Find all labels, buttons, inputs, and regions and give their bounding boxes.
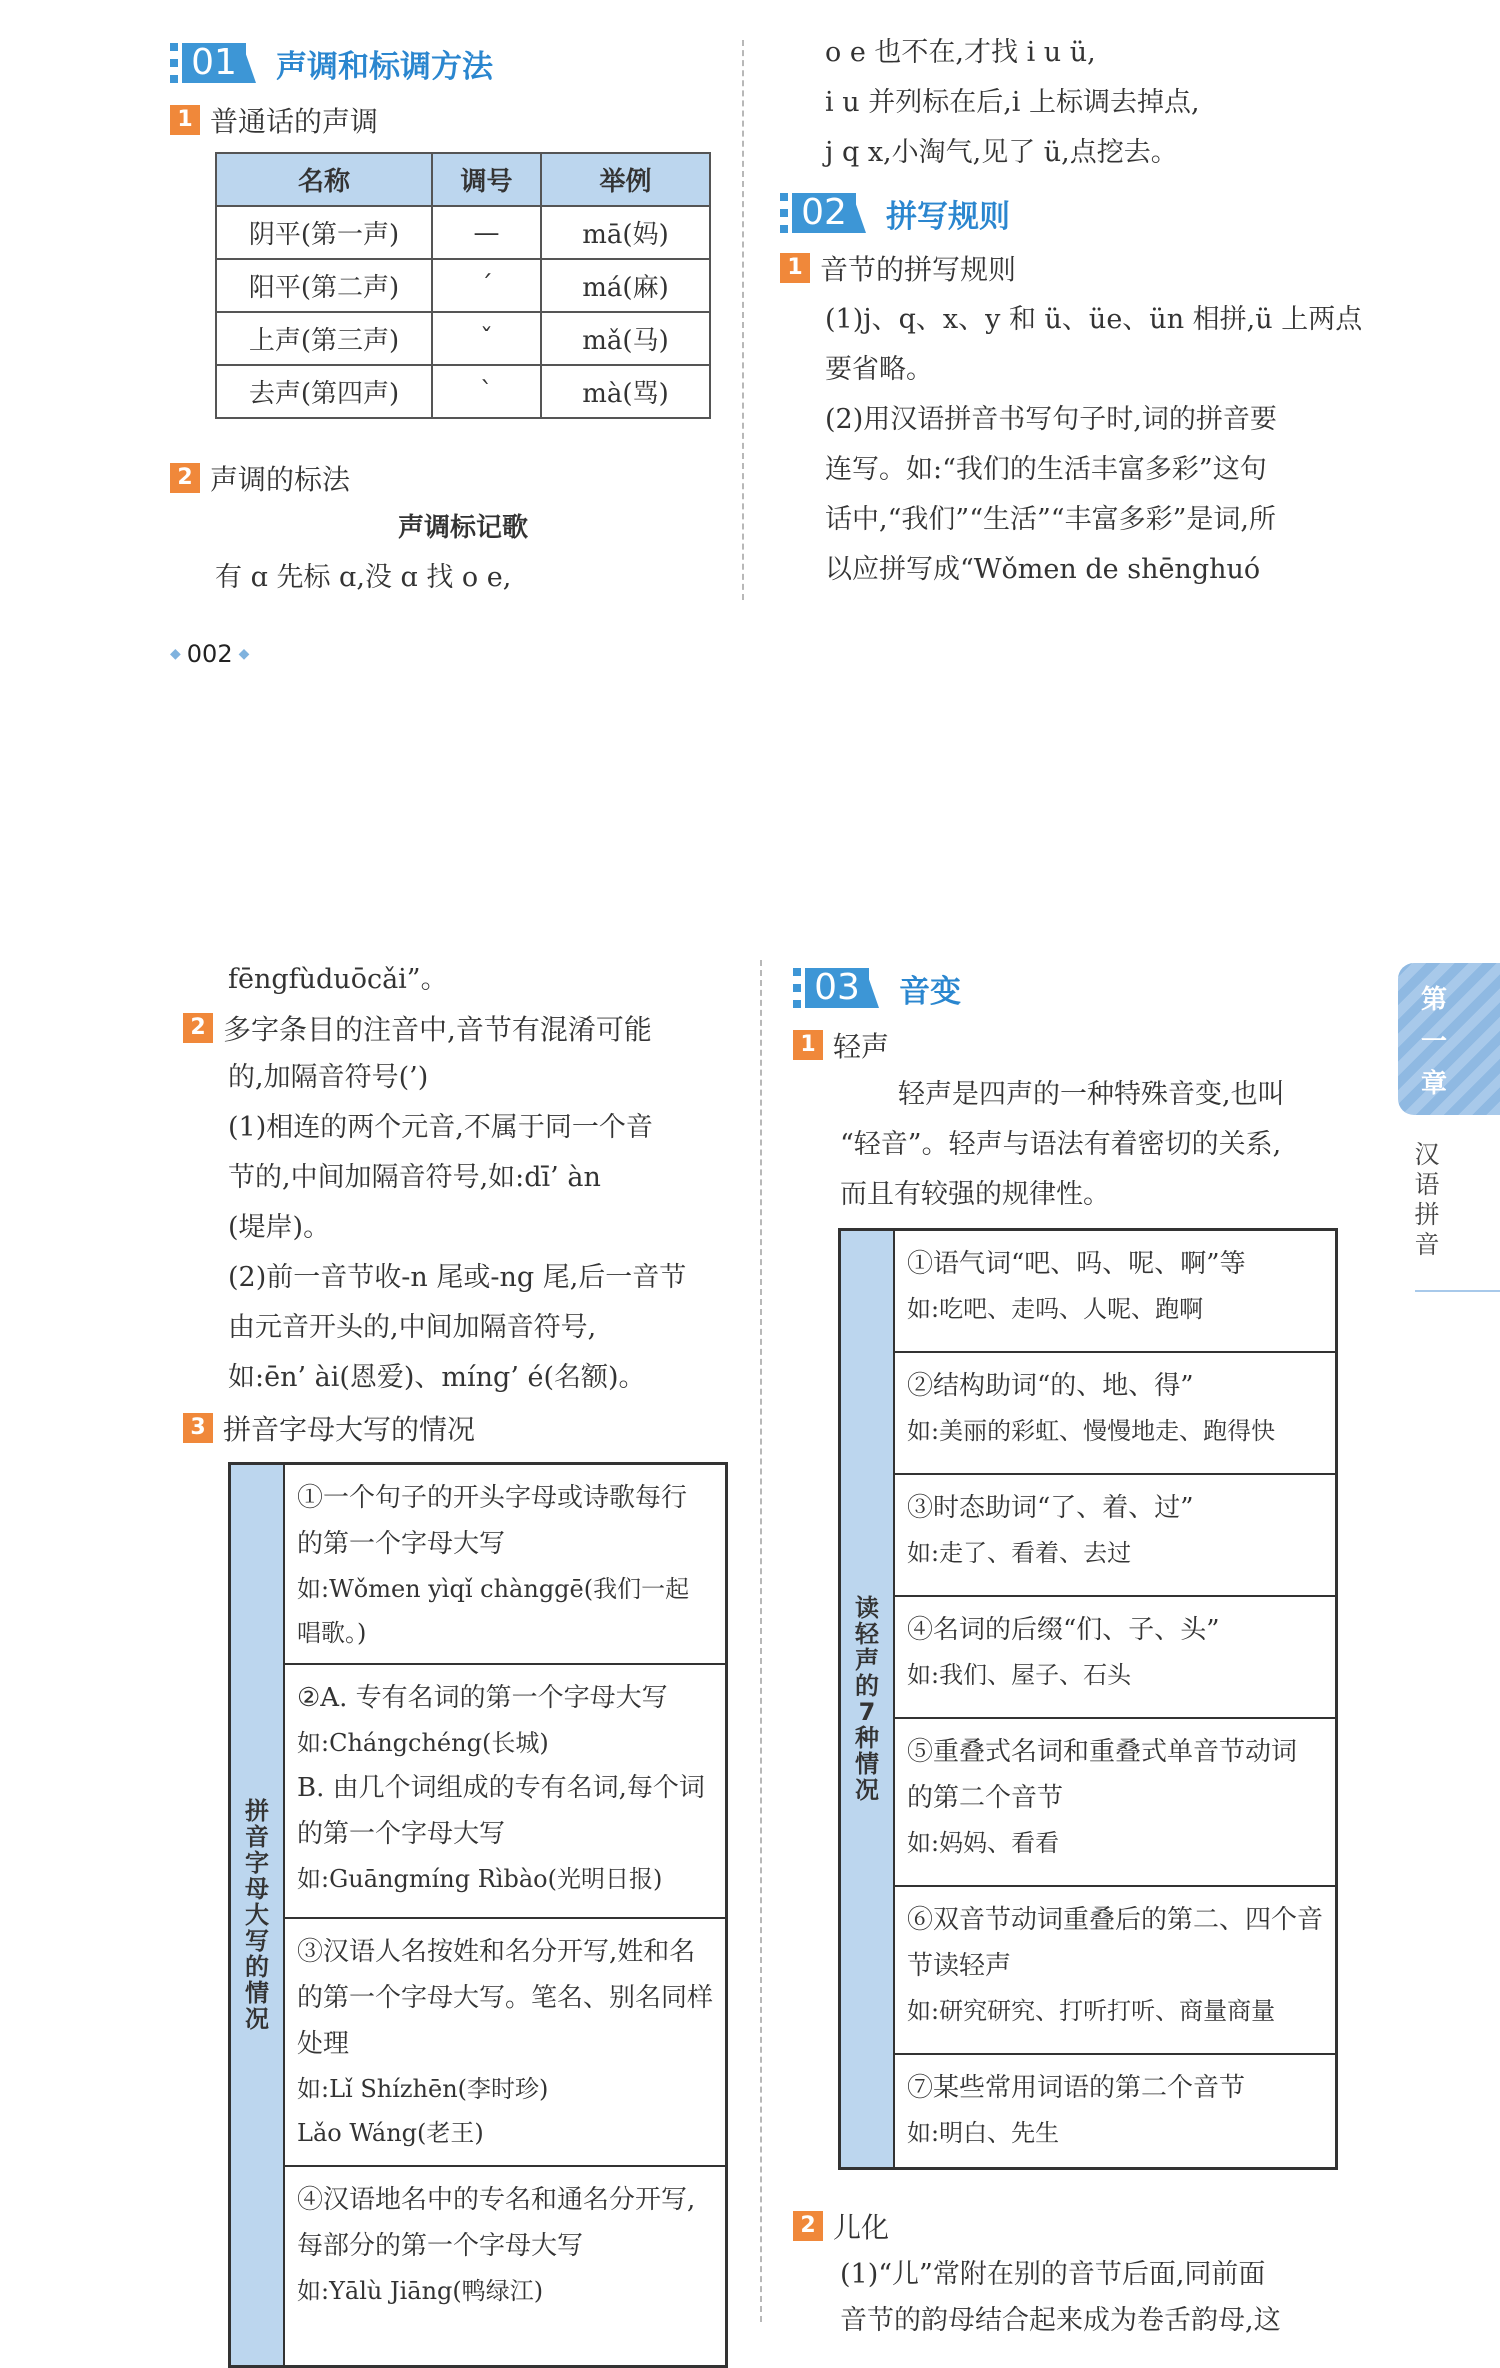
rule-line: 连写。如:“我们的生活丰富多彩”这句	[825, 454, 1267, 485]
column-divider	[760, 960, 762, 2322]
subsection-header: 1 音节的拼写规则	[780, 248, 1016, 288]
table-side-label: 拼音字母大写的情况	[231, 1465, 285, 2365]
section-02-header	[780, 190, 1010, 236]
subsection-header: 2 声调的标法	[170, 458, 350, 498]
tone-table	[215, 152, 711, 419]
section-number-badge: 02	[780, 191, 872, 235]
table-row: ④名词的后缀“们、子、头” 如:我们、屋子、石头	[895, 1597, 1335, 1719]
rule-line: 以应拼写成“Wǒmen de shēnghuó	[825, 554, 1261, 585]
table-row: 阴平(第一声) — mā(妈)	[216, 206, 710, 259]
subsection-header: 2 多字条目的注音中,音节有混淆可能	[183, 1008, 652, 1048]
light-tone-table	[838, 1228, 1338, 2170]
body-line: (2)前一音节收-n 尾或-ng 尾,后一音节	[228, 1262, 687, 1293]
song-line: o e 也不在,才找 i u ü,	[825, 37, 1096, 68]
rule-line: (1)j、q、x、y 和 ü、üe、ün 相拼,ü 上两点	[825, 304, 1363, 335]
body-line: 节的,中间加隔音符号,如:dī’ àn	[228, 1162, 601, 1193]
chapter-title: 汉语拼音	[1414, 1140, 1440, 1259]
body-line: 而且有较强的规律性。	[840, 1179, 1110, 1210]
table-row: ①一个句子的开头字母或诗歌每行 的第一个字母大写 如:Wǒmen yìqǐ chànggē(我们一起 唱歌。)	[285, 1465, 725, 1665]
body-line: 轻声是四声的一种特殊音变,也叫	[898, 1079, 1285, 1110]
song-line: j q x,小淘气,见了 ü,点挖去。	[825, 137, 1178, 168]
capitalization-table	[228, 1462, 728, 2368]
table-row: ④汉语地名中的专名和通名分开写, 每部分的第一个字母大写 如:Yālù Jiāng(鸭绿江)	[297, 2185, 696, 2305]
body-line: “轻音”。轻声与语法有着密切的关系,	[840, 1129, 1282, 1160]
table-row: ②A. 专有名词的第一个字母大写 如:Chángchéng(长城) B. 由几个词组成的专有名词,每个词 的第一个字母大写 如:Guāngmíng Rìbào(光明日报)	[285, 1665, 725, 1919]
table-header: 调号	[432, 153, 541, 206]
table-header: 举例	[541, 153, 710, 206]
tab-divider	[1415, 1290, 1500, 1292]
body-line: (1)“儿”常附在别的音节后面,同前面	[840, 2259, 1266, 2290]
table-row: ②结构助词“的、地、得” 如:美丽的彩虹、慢慢地走、跑得快	[895, 1353, 1335, 1475]
section-title: 拼写规则	[886, 198, 1010, 235]
table-row: 去声(第四声) ˋ mà(骂)	[216, 365, 710, 418]
section-01-header	[170, 40, 493, 86]
body-line: (堤岸)。	[228, 1212, 331, 1243]
song-line: i u 并列标在后,i 上标调去掉点,	[825, 87, 1200, 118]
body-line: 由元音开头的,中间加隔音符号,	[228, 1312, 597, 1343]
body-line: 如:ēn’ ài(恩爱)、míng’ é(名额)。	[228, 1362, 646, 1393]
table-row: ⑤重叠式名词和重叠式单音节动词 的第二个音节 如:妈妈、看看	[895, 1719, 1335, 1887]
section-title: 音变	[899, 973, 961, 1010]
subsection-header: 2 儿化	[793, 2206, 889, 2246]
subsection-header: 1 轻声	[793, 1025, 889, 1065]
table-row: ①语气词“吧、吗、呢、啊”等 如:吃吧、走吗、人呢、跑啊	[895, 1231, 1335, 1353]
table-row: 上声(第三声) ˇ mǎ(马)	[216, 312, 710, 365]
body-line: 的,加隔音符号(’)	[228, 1062, 429, 1093]
rule-line: 要省略。	[825, 354, 933, 385]
section-number-badge: 03	[793, 966, 885, 1010]
rule-line: 话中,“我们”“生活”“丰富多彩”是词,所	[825, 504, 1276, 535]
table-row: ⑥双音节动词重叠后的第二、四个音 节读轻声 如:研究研究、打听打听、商量商量	[895, 1887, 1335, 2055]
section-number-badge: 01	[170, 41, 262, 85]
page-number: ◆ 002 ◆	[170, 640, 250, 668]
table-header: 名称	[216, 153, 432, 206]
table-row: 阳平(第二声) ˊ má(麻)	[216, 259, 710, 312]
rule-line: (2)用汉语拼音书写句子时,词的拼音要	[825, 404, 1277, 435]
table-row: ③汉语人名按姓和名分开写,姓和名 的第一个字母大写。笔名、别名同样 处理 如:Lǐ Shízhēn(李时珍) Lǎo Wáng(老王)	[285, 1919, 725, 2167]
subsection-header: 3 拼音字母大写的情况	[183, 1408, 475, 1448]
table-row: ⑦某些常用词语的第二个音节 如:明白、先生	[907, 2073, 1246, 2147]
continued-line: fēngfùduōcǎi”。	[228, 964, 448, 995]
chapter-label: 第一章	[1420, 985, 1447, 1099]
subsection-header: 1 普通话的声调	[170, 100, 378, 140]
section-03-header	[793, 965, 961, 1011]
table-side-label: 读轻声的7种情况	[841, 1231, 895, 2167]
section-title: 声调和标调方法	[276, 48, 493, 85]
body-line: (1)相连的两个元音,不属于同一个音	[228, 1112, 653, 1143]
song-title: 声调标记歌	[397, 513, 528, 543]
column-divider	[742, 40, 744, 600]
song-line: 有 ɑ 先标 ɑ,没 ɑ 找 o e,	[215, 562, 512, 593]
body-line: 音节的韵母结合起来成为卷舌韵母,这	[840, 2305, 1281, 2336]
chapter-tab	[1398, 963, 1500, 1115]
table-row: ③时态助词“了、着、过” 如:走了、看着、去过	[895, 1475, 1335, 1597]
